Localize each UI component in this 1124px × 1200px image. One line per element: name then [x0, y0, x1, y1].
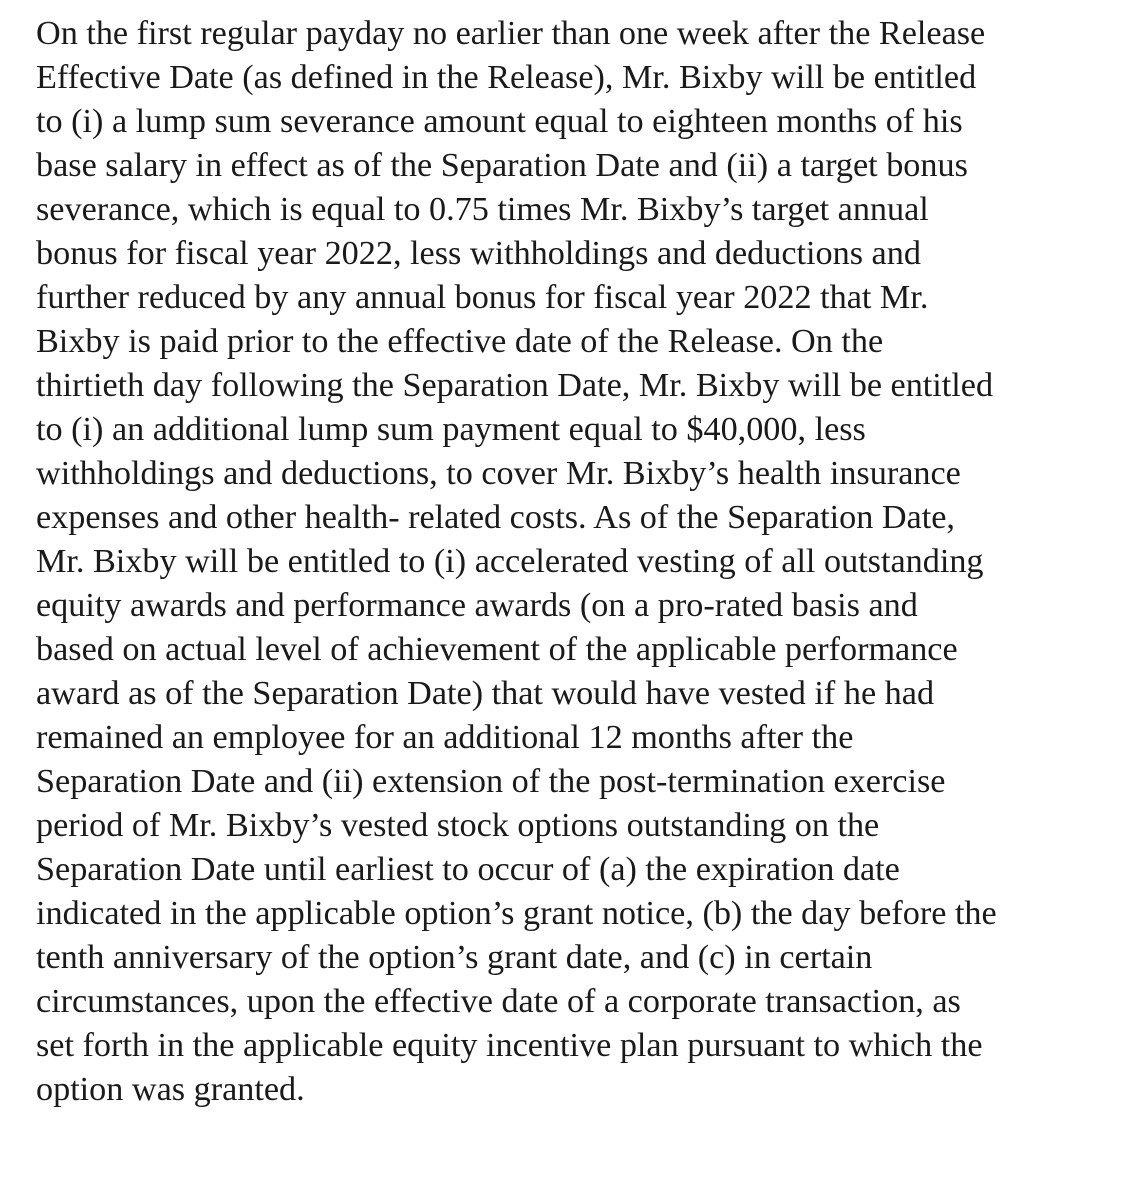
text-line: bonus for fiscal year 2022, less withholdings and deductions and: [36, 235, 921, 272]
text-line: Effective Date (as defined in the Release), Mr. Bixby will be entitled: [36, 59, 977, 96]
text-line: to (i) a lump sum severance amount equal to eighteen months of his: [36, 103, 963, 140]
text-line: thirtieth day following the Separation Date, Mr. Bixby will be entitled: [36, 367, 994, 404]
text-line: set forth in the applicable equity incentive plan pursuant to which the: [36, 1027, 983, 1064]
text-line: On the first regular payday no earlier than one week after the Release: [36, 15, 986, 52]
text-line: equity awards and performance awards (on a pro-rated basis and: [36, 587, 918, 624]
text-line: base salary in effect as of the Separation Date and (ii) a target bonus: [36, 147, 968, 184]
text-line: Bixby is paid prior to the effective date of the Release. On the: [36, 323, 884, 360]
text-line: award as of the Separation Date) that would have vested if he had: [36, 675, 935, 712]
text-line: withholdings and deductions, to cover Mr. Bixby’s health insurance: [36, 455, 961, 492]
text-line: based on actual level of achievement of the applicable performance: [36, 631, 958, 668]
severance-paragraph: [36, 12, 1116, 1112]
text-line: circumstances, upon the effective date of a corporate transaction, as: [36, 983, 961, 1020]
text-line: Separation Date until earliest to occur of (a) the expiration date: [36, 851, 900, 888]
text-line: remained an employee for an additional 12 months after the: [36, 719, 854, 756]
document-body: [36, 12, 1116, 1112]
text-line: Separation Date and (ii) extension of the post-termination exercise: [36, 763, 946, 800]
text-line: expenses and other health- related costs. As of the Separation Date,: [36, 499, 955, 536]
text-line: tenth anniversary of the option’s grant date, and (c) in certain: [36, 939, 873, 976]
text-line: further reduced by any annual bonus for fiscal year 2022 that Mr.: [36, 279, 929, 316]
text-line: severance, which is equal to 0.75 times Mr. Bixby’s target annual: [36, 191, 929, 228]
text-line: option was granted.: [36, 1071, 305, 1108]
text-line: Mr. Bixby will be entitled to (i) accelerated vesting of all outstanding: [36, 543, 984, 580]
text-line: indicated in the applicable option’s grant notice, (b) the day before the: [36, 895, 997, 932]
text-line: to (i) an additional lump sum payment equal to $40,000, less: [36, 411, 866, 448]
text-line: period of Mr. Bixby’s vested stock options outstanding on the: [36, 807, 880, 844]
